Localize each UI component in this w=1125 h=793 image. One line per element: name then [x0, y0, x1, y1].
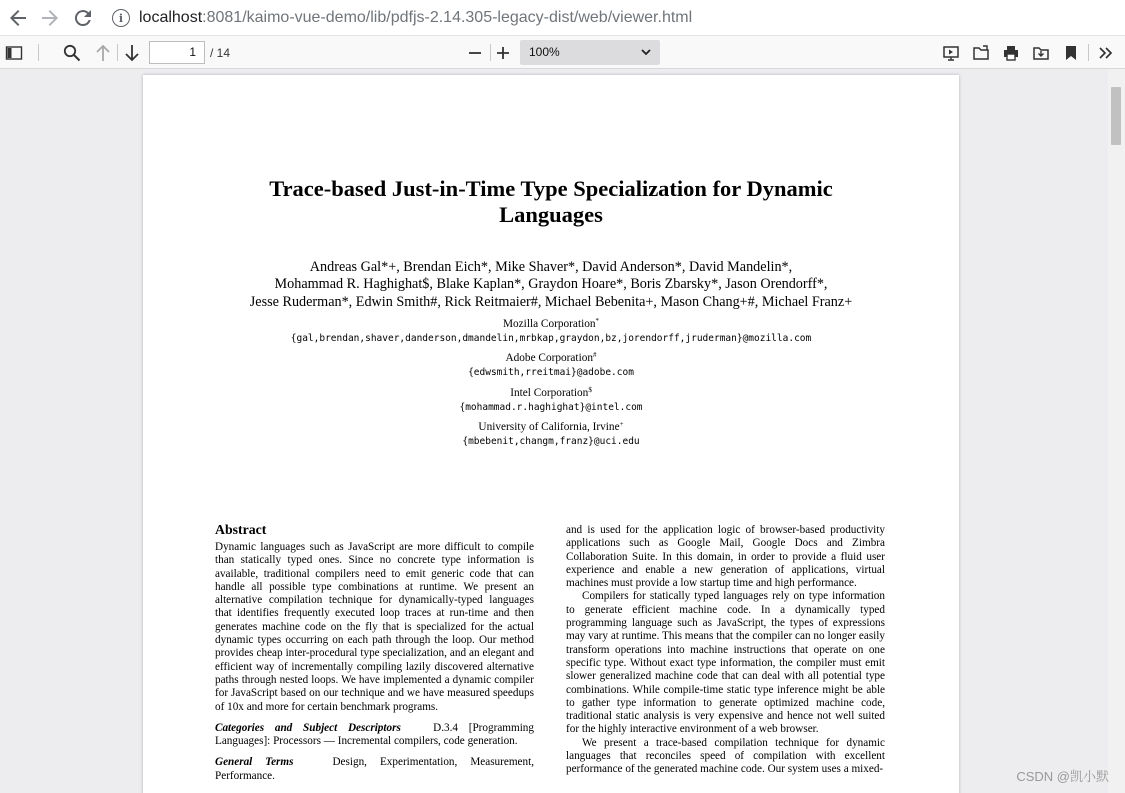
general-terms-label: General Terms	[215, 756, 294, 769]
toolbar-divider	[117, 44, 118, 61]
intro-paragraph-2: Compilers for statically typed languages rely on type information to generate efficient machine code. In a dynamically typed programming language such as JavaScript, the types of expressions may vary at runtime. This means that the compiler can no longer easily transform operations into machine instructions that operate on one specific type. Without exact type information, the compiler must emit slower generalized machine code that can deal with all potential type combinations. While compile-time static type inference might be able to gather type information to generate optimized machine code, traditional static analysis is very expensive and hence not well suited for the highly interactive environment of a web browser.	[566, 590, 885, 736]
url-host: localhost	[139, 9, 203, 26]
affiliation-mark: +	[619, 420, 624, 428]
affiliation-name: University of California, Irvine	[478, 421, 620, 433]
open-file-icon[interactable]	[970, 40, 992, 65]
sidebar-toggle-icon[interactable]	[3, 40, 25, 65]
tools-chevron-icon[interactable]	[1095, 40, 1117, 65]
toolbar-divider	[1088, 44, 1089, 61]
page-number-input[interactable]: 1	[149, 41, 205, 64]
previous-page-arrow-icon[interactable]	[92, 40, 114, 65]
zoom-in-icon[interactable]	[492, 40, 514, 65]
authors-line-2: Mohammad R. Haghighat$, Blake Kaplan*, Graydon Hoare*, Boris Zbarsky*, Jason Orendorff*,	[274, 276, 828, 293]
affiliation-email: {mohammad.r.haghighat}@intel.com	[459, 401, 643, 413]
affiliation-name: Adobe Corporation	[505, 352, 594, 364]
back-arrow-icon[interactable]	[6, 6, 30, 30]
zoom-out-icon[interactable]	[464, 40, 486, 65]
affiliation-mark: $	[588, 386, 592, 394]
zoom-value: 100%	[529, 45, 560, 59]
affiliation-email: {edwsmith,rreitmai}@adobe.com	[468, 366, 634, 378]
vertical-scrollbar[interactable]	[1108, 69, 1125, 793]
reload-icon[interactable]	[71, 6, 95, 30]
affiliation-mark: #	[593, 351, 597, 359]
info-icon[interactable]: i	[112, 9, 130, 27]
abstract-heading: Abstract	[215, 522, 267, 537]
bookmark-icon[interactable]	[1060, 40, 1082, 65]
toolbar-divider	[490, 44, 491, 61]
affiliation-uci	[143, 418, 959, 448]
forward-arrow-icon[interactable]	[38, 6, 62, 30]
chevron-down-icon	[641, 48, 651, 56]
search-icon[interactable]	[61, 40, 83, 65]
download-icon[interactable]	[1030, 40, 1052, 65]
categories-text: D.3.4 [Programming Languages]: Processors — Incremental compilers, code generation.	[215, 721, 534, 748]
affiliation-mozilla	[143, 315, 959, 345]
title-line-1: Trace-based Just-in-Time Type Specialization for Dynamic	[269, 176, 833, 201]
url-path: :8081/kaimo-vue-demo/lib/pdfjs-2.14.305-legacy-dist/web/viewer.html	[202, 9, 693, 26]
intro-paragraph-3: We present a trace-based compilation technique for dynamic languages that reconciles speed of compilation with excellent performance of the generated machine code. Our system uses a mixed-	[566, 736, 885, 776]
affiliation-mark: *	[595, 317, 600, 325]
watermark: CSDN @凯小默	[1016, 769, 1109, 784]
presentation-mode-icon[interactable]	[940, 40, 962, 65]
next-page-arrow-icon[interactable]	[121, 40, 143, 65]
affiliation-name: Intel Corporation	[510, 387, 589, 399]
abstract-text: Dynamic languages such as JavaScript are more difficult to compile than statically typed ones. Since no concrete type information is available, traditional compilers need to emit generic code that can handle all possible type combinations at runtime. We present an alternative compilation technique for dynamically-typed languages that identifies frequently executed loop traces at run-time and then generates machine code on the fly that is specialized for the actual dynamic types occurring on each path through the loop. Our method provides cheap inter-procedural type specialization, and an elegant and efficient way of incrementally compiling lazily discovered alternative paths through nested loops. We have implemented a dynamic compiler for JavaScript based on our technique and we have measured speedups of 10x and more for certain benchmark programs.	[215, 541, 534, 713]
affiliation-name: Mozilla Corporation	[502, 318, 596, 330]
right-column	[566, 524, 885, 777]
paper-title	[143, 176, 959, 228]
categories-paragraph	[215, 722, 534, 749]
affiliation-adobe	[143, 349, 959, 379]
browser-address-bar	[0, 0, 1125, 36]
pdf-viewer-container[interactable]	[0, 69, 1125, 793]
affiliation-email: {mbebenit,changm,franz}@uci.edu	[462, 435, 640, 447]
pdf-page	[143, 75, 959, 793]
author-list	[143, 259, 959, 311]
general-terms-text: Design, Experimentation, Measurement, Performance.	[215, 756, 534, 782]
zoom-select[interactable]	[520, 40, 660, 65]
print-icon[interactable]	[1000, 40, 1022, 65]
authors-line-1: Andreas Gal*+, Brendan Eich*, Mike Shaver*, David Anderson*, David Mandelin*,	[309, 259, 793, 275]
toolbar-divider	[38, 44, 39, 61]
page-count-label: / 14	[210, 46, 231, 60]
left-column	[215, 541, 534, 783]
general-terms-paragraph	[215, 756, 534, 783]
title-line-2: Languages	[499, 202, 603, 227]
url-field[interactable]	[112, 4, 1112, 32]
authors-line-3: Jesse Ruderman*, Edwin Smith#, Rick Reitmaier#, Michael Bebenita+, Mason Chang+#, Michael Franz+	[249, 293, 853, 310]
intro-paragraph-1: and is used for the application logic of browser-based productivity applications such as Google Mail, Google Docs and Zimbra Collaboration Suite. In this domain, in order to provide a fluid user experience and enable a new generation of applications, virtual machines must provide a low startup time and high performance.	[566, 524, 885, 590]
scrollbar-thumb[interactable]	[1111, 87, 1121, 145]
categories-label: Categories and Subject Descriptors	[215, 721, 401, 734]
affiliation-intel	[143, 384, 959, 414]
pdf-toolbar	[0, 36, 1125, 69]
affiliation-email: {gal,brendan,shaver,danderson,dmandelin,mrbkap,graydon,bz,jorendorff,jruderman}@mozilla.com	[290, 332, 812, 344]
